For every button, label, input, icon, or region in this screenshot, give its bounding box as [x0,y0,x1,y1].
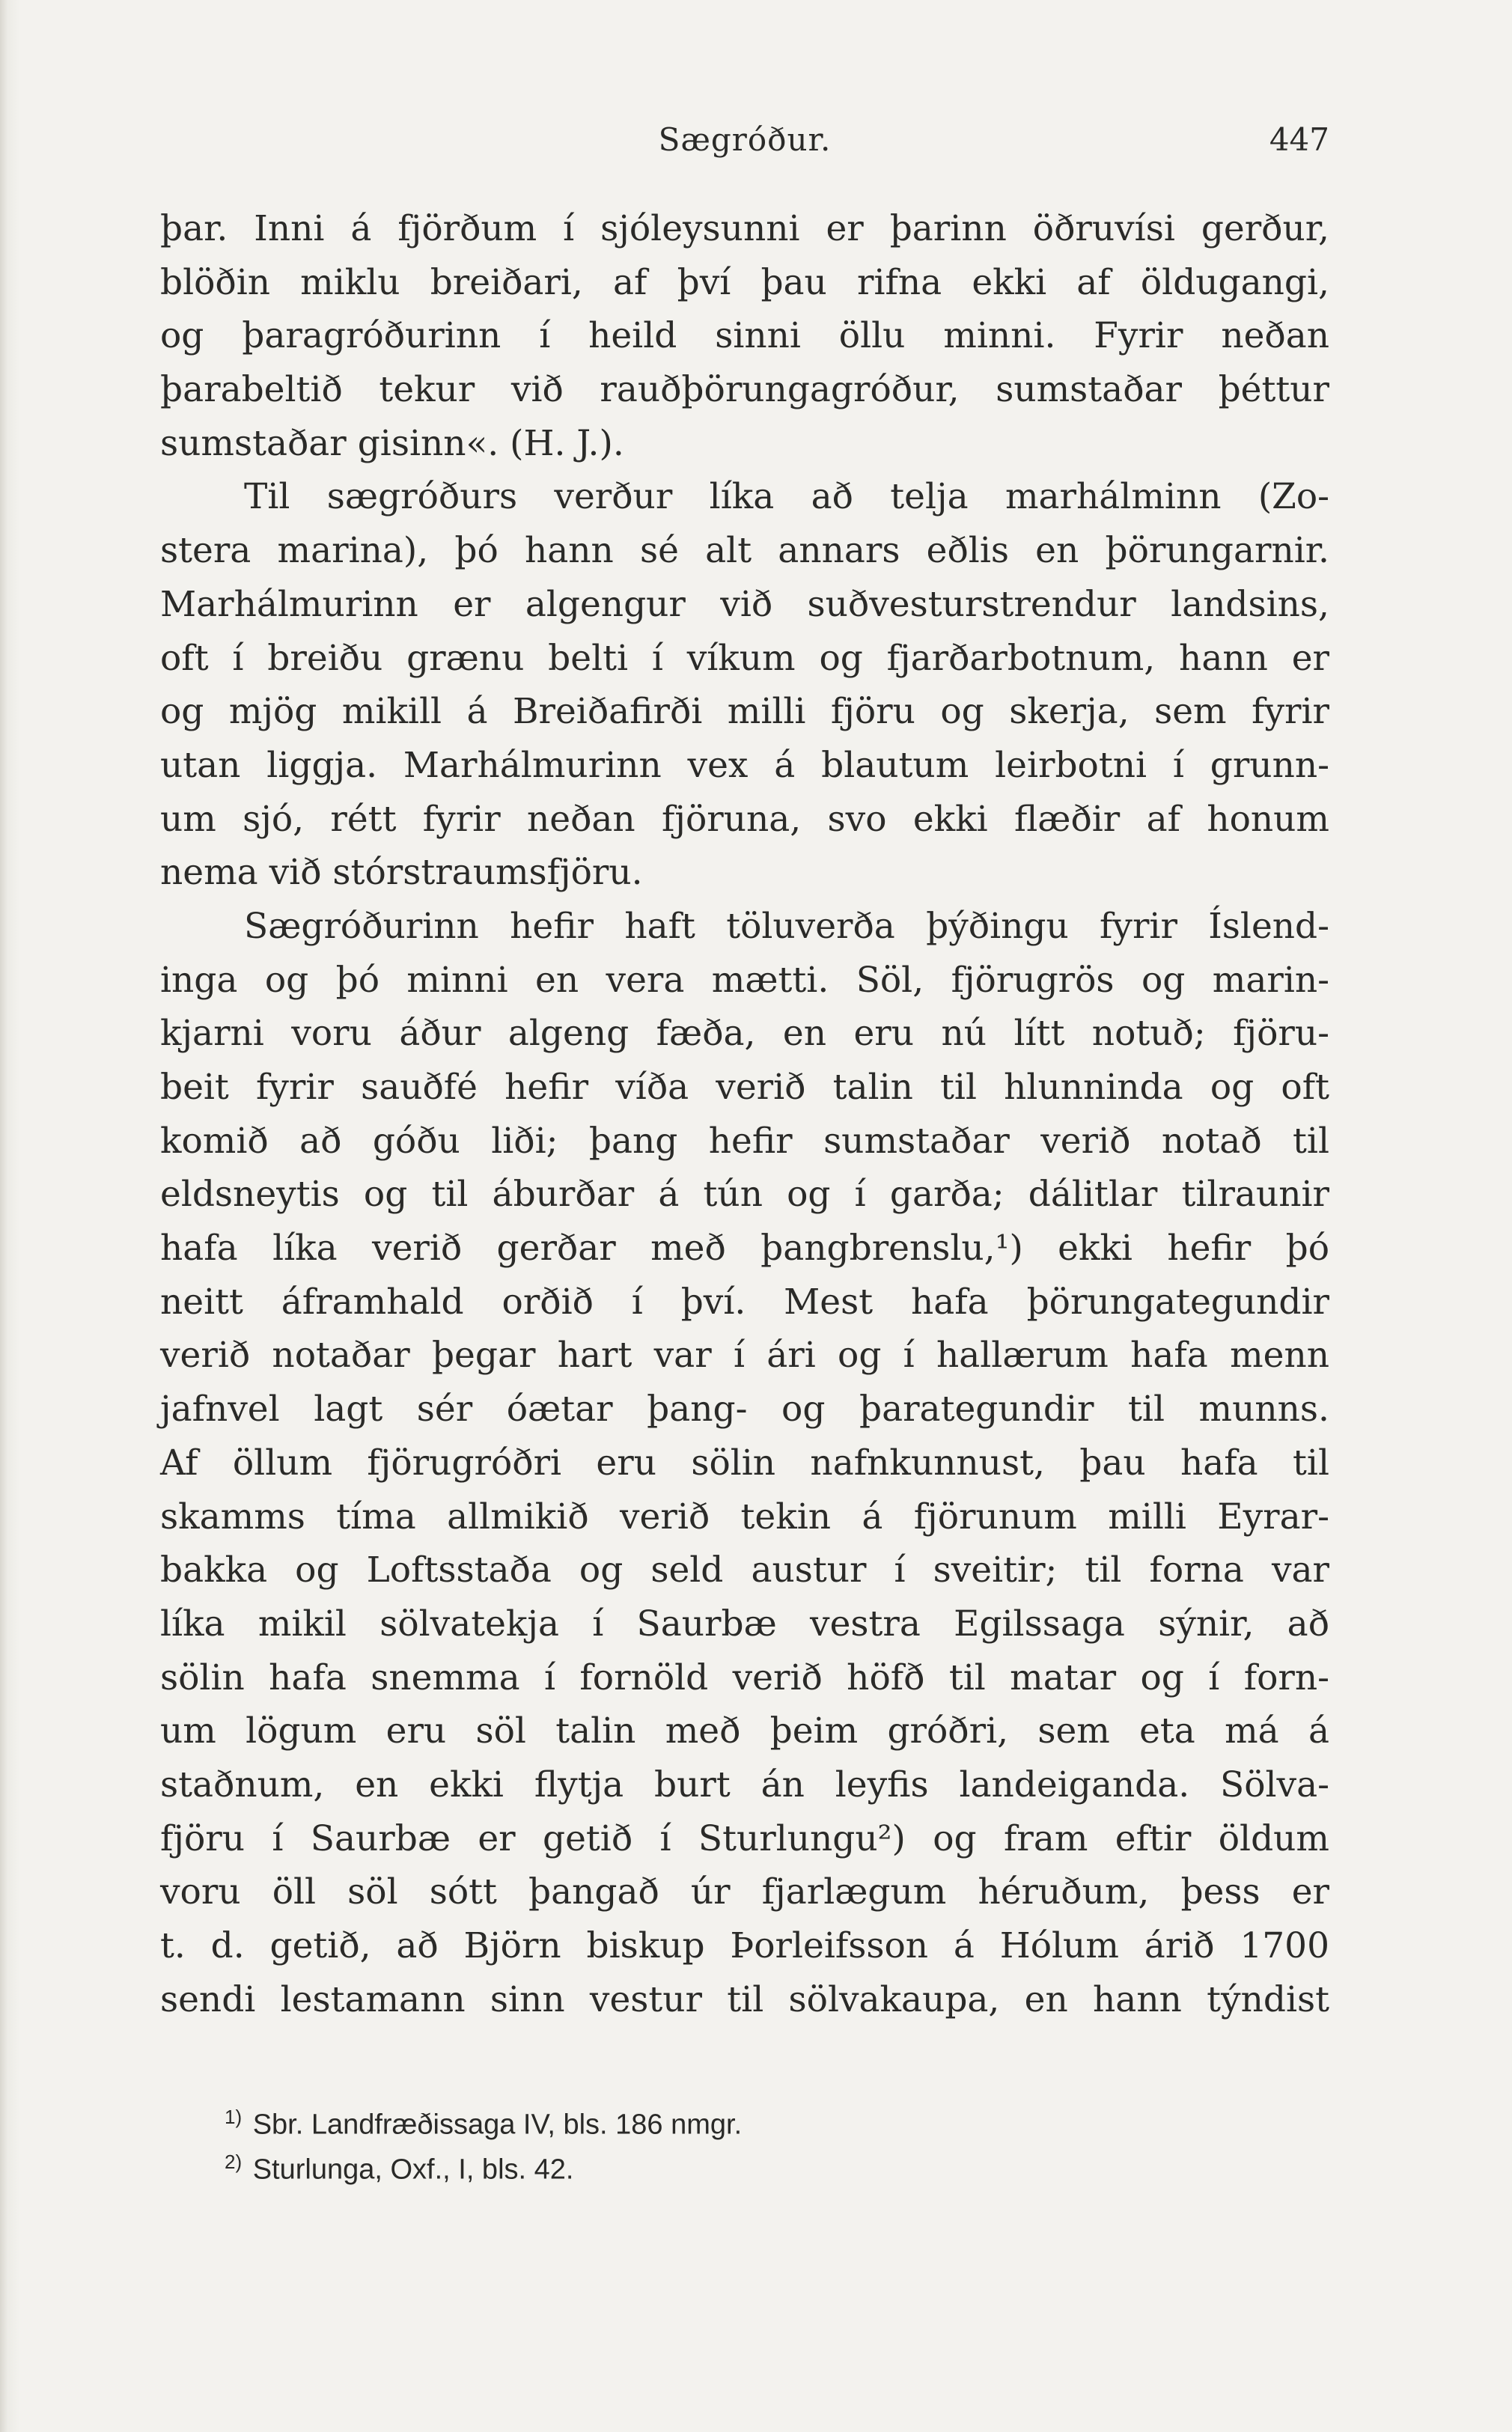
text-line-2: blöðin miklu breiðari, af því þau rifna ekki af öldugangi, [160,261,1329,303]
footnote-1 [225,2094,1272,2139]
text-line-7: stera marina), þó hann sé alt annars eðlis en þörungarnir. [160,530,1329,572]
text-line-18: komið að góðu liði; þang hefir sumstaðar verið notað til [160,1120,1329,1162]
text-line-19: eldsneytis og til áburðar á tún og í garða; dálitlar tilraunir [160,1174,1329,1216]
text-line-30: staðnum, en ekki flytja burt án leyfis landeiganda. Sölva- [160,1764,1329,1805]
text-line-4: þarabeltið tekur við rauðþörungagróður, sumstaðar þéttur [160,369,1329,411]
text-line-22: verið notaðar þegar hart var í ári og í hallærum hafa menn [160,1335,1329,1377]
text-line-25: skamms tíma allmikið verið tekin á fjörunum milli Eyrar- [160,1496,1329,1537]
text-line-20: hafa líka verið gerðar með þangbrenslu,¹) ekki hefir þó [160,1228,1329,1270]
text-line-12: um sjó, rétt fyrir neðan fjöruna, svo ekki flæðir af honum [160,798,1329,840]
footnotes [225,2094,1272,2184]
footnote-marker: 1) [225,2106,243,2128]
text-line-23: jafnvel lagt sér óætar þang- og þarategundir til munns. [160,1389,1329,1430]
text-line-32: voru öll söl sótt þangað úr fjarlægum héruðum, þess er [160,1871,1329,1913]
text-line-27: líka mikil sölvatekja í Saurbæ vestra Egilssaga sýnir, að [160,1603,1329,1645]
text-line-21: neitt áframhald orðið í því. Mest hafa þörungategundir [160,1281,1329,1323]
footnote-text: Sturlunga, Oxf., I, bls. 42. [252,2154,574,2186]
text-line-34: sendi lestamann sinn vestur til sölvakaupa, en hann týndist [160,1978,1329,2020]
text-line-5: sumstaðar gisinn«. (H. J.). [160,422,624,464]
text-line-16: kjarni voru áður algeng fæða, en eru nú lítt notuð; fjöru- [160,1013,1329,1055]
text-line-9: oft í breiðu grænu belti í víkum og fjarðarbotnum, hann er [160,637,1329,679]
text-line-11: utan liggja. Marhálmurinn vex á blautum leirbotni í grunn- [160,744,1329,786]
text-line-31: fjöru í Saurbæ er getið í Sturlungu²) og fram eftir öldum [160,1817,1329,1859]
text-line-10: og mjög mikill á Breiðafirði milli fjöru og skerja, sem fyrir [160,691,1329,733]
text-line-17: beit fyrir sauðfé hefir víða verið talin til hlunninda og oft [160,1067,1329,1108]
page-edge-shadow [0,0,19,2432]
page-header [160,121,1329,166]
text-line-15: inga og þó minni en vera mætti. Söl, fjörugrös og marin- [160,959,1329,1001]
page-number: 447 [1269,121,1329,158]
text-line-3: og þaragróðurinn í heild sinni öllu minni. Fyrir neðan [160,315,1329,357]
text-line-26: bakka og Loftsstaða og seld austur í sveitir; til forna var [160,1549,1329,1591]
text-line-8: Marhálmurinn er algengur við suðvesturstrendur landsins, [160,583,1329,625]
text-line-14: Sægróðurinn hefir haft töluverða þýðingu fyrir Íslend- [244,905,1329,947]
footnote-2 [225,2139,1272,2184]
text-line-28: sölin hafa snemma í fornöld verið höfð til matar og í forn- [160,1657,1329,1698]
text-line-13: nema við stórstraumsfjöru. [160,852,643,894]
body-text [160,202,1329,2026]
text-line-24: Af öllum fjörugróðri eru sölin nafnkunnust, þau hafa til [160,1442,1329,1484]
text-line-6: Til sægróðurs verður líka að telja marhálminn (Zo- [244,476,1329,518]
text-line-33: t. d. getið, að Björn biskup Þorleifsson á Hólum árið 1700 [160,1925,1329,1966]
footnote-text: Sbr. Landfræðissaga IV, bls. 186 nmgr. [252,2109,743,2141]
footnote-marker: 2) [225,2151,243,2173]
text-line-29: um lögum eru söl talin með þeim gróðri, sem eta má á [160,1710,1329,1752]
running-head: Sægróður. [658,121,832,158]
text-line-1: þar. Inni á fjörðum í sjóleysunni er þarinn öðruvísi gerður, [160,208,1329,249]
